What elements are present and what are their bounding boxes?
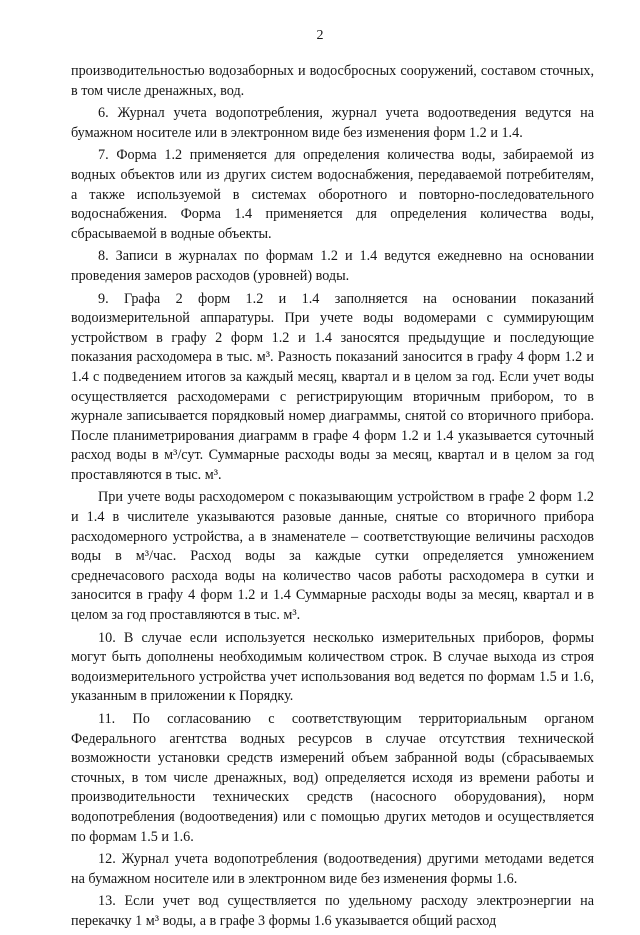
paragraph-7: 7. Форма 1.2 применяется для определения количества воды, забираемой из водных объектов или из других систем водоснабжения, передаваемой потребителям, а также используемой в системах оборотного и повторно-последовательного водоснабжения. Форма 1.4 применяется для определения количества воды, сбрасываемой в водные объекты. [71, 147, 594, 242]
paragraph-11: 11. По согласованию с соответствующим территориальным органом Федерального агентства водных ресурсов в случае отсутствия технической возможности установки средств измерений объем забранной воды (сбрасываемых сточных, в том числе дренажных, вод) определяется исходя из времени работы и производительности технических средств (насосного оборудования), норм водопотребления (водоотведения) или с помощью других методов и осуществляется по формам 1.5 и 1.6. [71, 711, 594, 845]
paragraph-continuation: производительностью водозаборных и водосбросных сооружений, составом сточных, в том числе дренажных, вод. [71, 63, 594, 99]
paragraph-10: 10. В случае если используется несколько измерительных приборов, формы могут быть дополнены необходимым количеством строк. В случае выхода из строя водоизмерительного устройства учет использования вод ведется по формам 1.5 и 1.6, указанным в приложении к Порядку. [71, 629, 594, 705]
paragraph-8: 8. Записи в журналах по формам 1.2 и 1.4 ведутся ежедневно на основании проведения замеров расходов (уровней) воды. [71, 248, 594, 284]
document-body [71, 62, 594, 935]
page-number: 2 [316, 28, 324, 43]
paragraph-9: 9. Графа 2 форм 1.2 и 1.4 заполняется на основании показаний водоизмерительной аппаратуры. При учете воды водомерами с суммирующим устройством в графу 2 форм 1.2 и 1.4 заносятся предыдущие и последующие показания расходомера в тыс. м³. Разность показаний заносится в графу 4 форм 1.2 и 1.4 с подведением итогов за каждый месяц, квартал и в целом за год. Если учет воды осуществляется расходомерами с регистрирующим вторичным прибором, то в журнале записывается порядковый номер диаграммы, снятой со вторичного прибора. После планиметрирования диаграмм в графе 4 форм 1.2 и 1.4 указывается суточный расход воды в м³/сут. Суммарные расходы воды за месяц, квартал и в целом за год проставляются в тыс. м³. [71, 290, 594, 483]
paragraph-12: 12. Журнал учета водопотребления (водоотведения) другими методами ведется на бумажном носителе или в электронном виде без изменения формы 1.6. [71, 851, 594, 887]
paragraph-6: 6. Журнал учета водопотребления, журнал учета водоотведения ведутся на бумажном носителе или в электронном виде без изменения форм 1.2 и 1.4. [71, 105, 594, 141]
paragraph-9-cont: При учете воды расходомером с показывающим устройством в графе 2 форм 1.2 и 1.4 в числителе указываются разовые данные, снятые со вторичного прибора расходомерного устройства, а в знаменателе – соответствующие величины расходов воды в м³/час. Расход воды за каждые сутки определяется умножением среднечасового расхода воды на количество часов работы расходомера в сутки и заносится в графу 4 форм 1.2 и 1.4 Суммарные расходы воды за месяц, квартал и в целом за год проставляются в тыс. м³. [71, 489, 594, 624]
paragraph-13: 13. Если учет вод существляется по удельному расходу электроэнергии на перекачку 1 м³ воды, а в графе 3 формы 1.6 указывается общий расход [71, 893, 594, 929]
